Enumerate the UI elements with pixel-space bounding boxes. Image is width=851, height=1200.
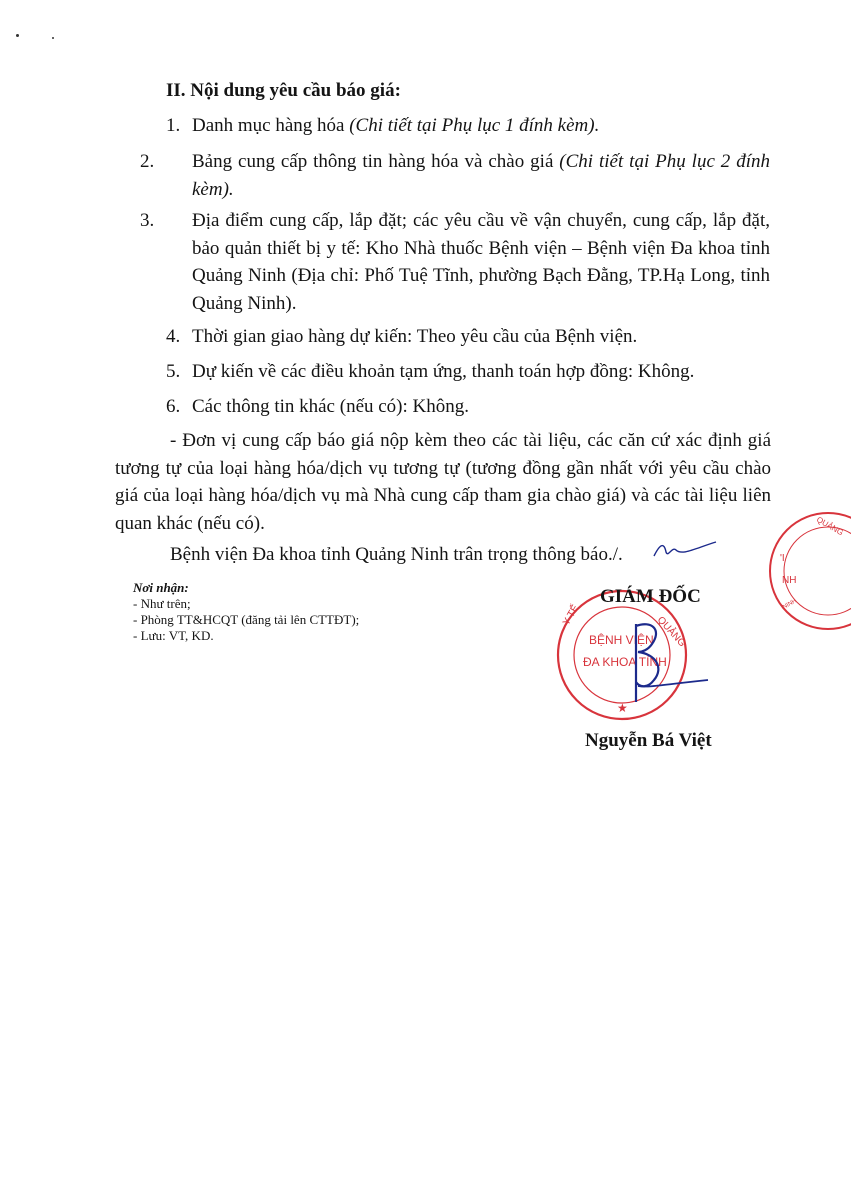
handwritten-signature — [608, 616, 718, 716]
seal-ring-text: QUẢNG — [815, 514, 845, 538]
signer-title: GIÁM ĐỐC — [600, 586, 701, 607]
list-item — [166, 358, 770, 386]
recipient-line: - Lưu: VT, KD. — [133, 628, 214, 643]
item-number: 3. — [140, 210, 155, 231]
item-number: 6. — [166, 396, 181, 417]
item-number: 2. — [140, 151, 155, 172]
recipient-line: - Như trên; — [133, 596, 191, 611]
item-text: Bảng cung cấp thông tin hàng hóa và chào giá — [192, 151, 560, 172]
scan-speck — [16, 34, 19, 37]
recipients-block — [133, 580, 359, 644]
closing-line: Bệnh viện Đa khoa tỉnh Quảng Ninh trân trọng thông báo./. — [170, 544, 623, 565]
seal-inner-text: 'I — [780, 553, 785, 564]
note-paragraph: - Đơn vị cung cấp báo giá nộp kèm theo các tài liệu, các căn cứ xác định giá tương tự của loại hàng hóa/dịch vụ tương tự (tương đồng gần nhất với yêu cầu chào giá của loại hàng hóa/dịch vụ mà Nhà cung cấp tham gia chào giá) và các tài liệu liên quan khác (nếu có). — [115, 430, 771, 534]
seal-inner-text: BỆNH VIỆN — [589, 633, 654, 647]
seal-ring-text: QUẢNG — [654, 614, 688, 650]
list-item — [166, 323, 770, 351]
svg-text:★: ★ — [617, 701, 628, 715]
list-item — [166, 393, 770, 421]
list-item — [140, 207, 770, 317]
seal-inner-text: NH — [782, 575, 797, 586]
item-text: Danh mục hàng hóa — [192, 115, 350, 136]
initial-signature-icon — [650, 536, 720, 564]
list-item — [166, 112, 770, 140]
list-item — [140, 148, 771, 203]
item-text: Thời gian giao hàng dự kiến: Theo yêu cầu của Bệnh viện. — [192, 326, 638, 347]
item-text: Dự kiến về các điều khoản tạm ứng, thanh toán hợp đồng: Không. — [192, 361, 695, 382]
item-number: 1. — [166, 115, 181, 136]
recipient-line: - Phòng TT&HCQT (đăng tải lên CTTĐT); — [133, 612, 360, 627]
item-text: Địa điểm cung cấp, lắp đặt; các yêu cầu về vận chuyển, cung cấp, lắp đặt, bảo quản thiết bị y tế: Kho Nhà thuốc Bệnh viện – Bệnh viện Đa khoa tỉnh Quảng Ninh (Địa chỉ: Phố Tuệ Tĩnh, phường Bạch Đằng, TP.Hạ Long, tỉnh Quảng Ninh). — [192, 210, 770, 314]
seal-ring-text: NINH — [782, 598, 798, 611]
item-italic-note: (Chi tiết tại Phụ lục 2 đính kèm). — [192, 151, 771, 200]
item-number: 5. — [166, 361, 181, 382]
signer-name: Nguyễn Bá Việt — [585, 730, 712, 751]
scan-speck — [52, 37, 54, 39]
seal-inner-text: ĐA KHOA TỈNH — [583, 655, 667, 669]
item-number: 4. — [166, 326, 181, 347]
recipients-title: Nơi nhận: — [133, 580, 189, 595]
item-italic-note: (Chi tiết tại Phụ lục 1 đính kèm). — [349, 115, 600, 136]
item-text: Các thông tin khác (nếu có): Không. — [192, 396, 470, 417]
edge-seal — [760, 505, 851, 635]
seal-ring-text: Y TẾ — [561, 603, 582, 628]
section-heading: II. Nội dung yêu cầu báo giá: — [166, 80, 401, 101]
